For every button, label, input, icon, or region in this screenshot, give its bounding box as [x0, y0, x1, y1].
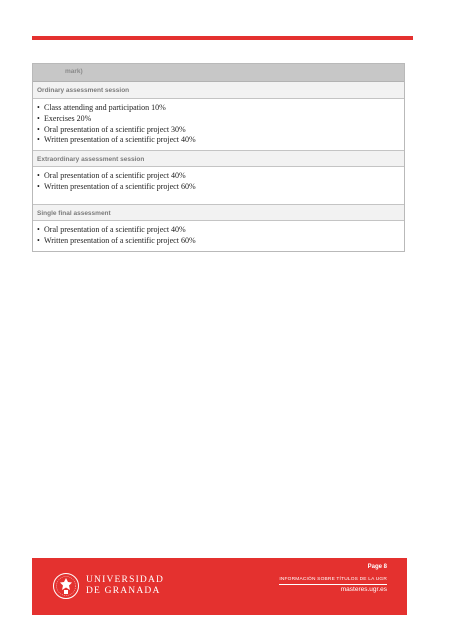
list-item: • Oral presentation of a scientific project 30%	[37, 124, 186, 134]
list-item: • Class attending and participation 10%	[37, 103, 166, 112]
table-header-row	[33, 64, 404, 82]
section-body-single-final	[33, 221, 404, 251]
header-fragment: mark)	[65, 68, 83, 75]
section-title-single-final: Single final assessment	[33, 204, 404, 221]
page-footer	[32, 558, 407, 615]
university-seal-icon	[52, 572, 80, 600]
university-name: UNIVERSIDAD DE GRANADA	[86, 575, 165, 596]
section-body-extraordinary	[33, 167, 404, 204]
top-rule	[32, 36, 413, 40]
assessment-table	[32, 63, 405, 252]
list-item: • Exercises 20%	[37, 113, 92, 123]
footer-info-text: INFORMACIÓN SOBRE TÍTULOS DE LA UGR	[279, 577, 387, 585]
section-title-extraordinary: Extraordinary assessment session	[33, 150, 404, 167]
list-item: • Written presentation of a scientific project 60%	[37, 235, 196, 245]
section-title-ordinary: Ordinary assessment session	[33, 82, 404, 99]
list-item: • Oral presentation of a scientific project 40%	[37, 225, 186, 234]
list-item: • Oral presentation of a scientific project 40%	[37, 171, 186, 180]
page-number: Page 8	[367, 564, 387, 570]
list-item: • Written presentation of a scientific project 40%	[37, 135, 196, 145]
list-item: • Written presentation of a scientific project 60%	[37, 181, 196, 191]
section-body-ordinary	[33, 99, 404, 150]
footer-website-link[interactable]: masteres.ugr.es	[340, 586, 387, 593]
